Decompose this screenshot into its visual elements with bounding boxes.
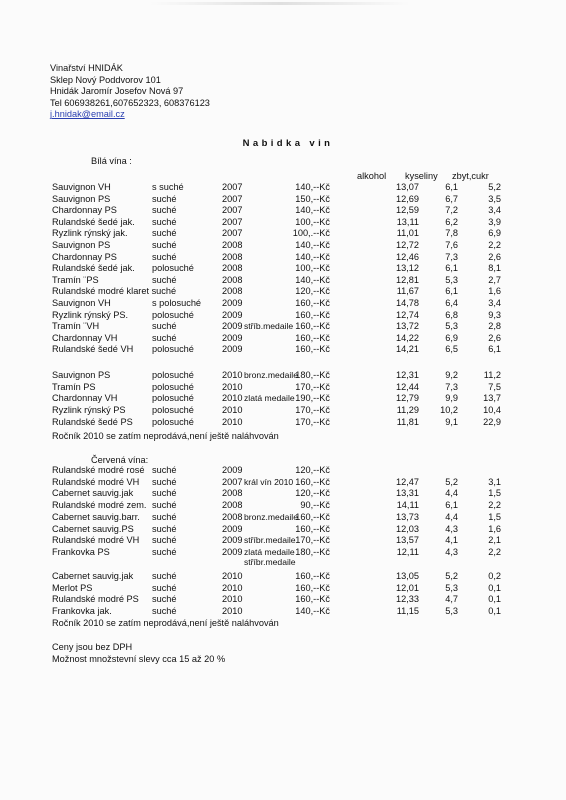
table-row — [0, 606, 566, 618]
wine-name: Merlot PS — [52, 582, 93, 593]
wine-sugar: 1,6 — [488, 286, 501, 297]
wine-quality: suché — [152, 511, 177, 522]
wine-alcohol: 13,07 — [396, 182, 419, 192]
wine-year: 2010 — [222, 571, 243, 581]
wine-price: 140,--Kč — [295, 251, 330, 262]
wine-price: 140,--Kč — [295, 606, 330, 617]
wine-year: 2007 — [222, 193, 243, 204]
wine-acids: 6,4 — [445, 298, 458, 308]
wine-acids: 4,3 — [445, 523, 458, 534]
table-row — [0, 524, 566, 536]
white-wines-heading: Bílá vína : — [91, 156, 132, 166]
wine-sugar: 2,2 — [488, 240, 501, 250]
wine-year: 2008 — [222, 500, 243, 511]
wine-name: Rulandské modré VH — [52, 476, 140, 487]
wine-quality: polosuché — [152, 381, 194, 392]
wine-quality: suché — [152, 476, 177, 487]
wine-quality: polosuché — [152, 370, 194, 380]
wine-year: 2008 — [222, 488, 243, 499]
wine-name: Frankovka PS — [52, 546, 110, 557]
table-row — [0, 465, 566, 477]
wine-name: Chardonnay VH — [52, 393, 118, 404]
wine-year: 2009 — [222, 535, 243, 546]
wine-price: 160,--Kč — [295, 582, 330, 593]
wine-alcohol: 12,01 — [396, 582, 419, 593]
wine-name: Sauvignon PS — [52, 193, 111, 204]
wine-acids: 6,2 — [445, 216, 458, 227]
white-2010-note: Ročník 2010 se zatím neprodává,není ještě naláhvován — [52, 431, 279, 441]
wine-price: 180,--Kč — [295, 370, 330, 380]
wine-price: 90,--Kč — [300, 500, 330, 511]
wine-acids: 6,1 — [445, 182, 458, 192]
wine-name: Cabernet sauvig.barr. — [52, 511, 140, 522]
table-row — [0, 344, 566, 356]
wine-medal: bronz.medaile — [244, 370, 298, 380]
wine-acids: 9,1 — [445, 416, 458, 427]
table-row — [0, 252, 566, 264]
wine-acids: 6,5 — [445, 344, 458, 355]
wine-name: Cabernet sauvig.PS — [52, 523, 134, 534]
wine-alcohol: 12,69 — [396, 193, 419, 204]
wine-alcohol: 14,21 — [396, 344, 419, 355]
table-row — [0, 393, 566, 405]
wine-year: 2010 — [222, 582, 243, 593]
table-row — [0, 477, 566, 489]
wine-price: 120,--Kč — [295, 465, 330, 475]
wine-name: Rulandské šedé PS — [52, 416, 133, 427]
vat-note: Ceny jsou bez DPH — [52, 642, 133, 652]
wine-quality: polosuché — [152, 309, 194, 320]
wine-price: 140,--Kč — [295, 240, 330, 250]
wine-name: Rulandské modré VH — [52, 535, 140, 546]
wine-sugar: 7,5 — [488, 381, 501, 392]
wine-name: Ryzlink rýnský PS — [52, 405, 126, 416]
wine-sugar: 0,1 — [488, 594, 501, 605]
wine-year: 2008 — [222, 286, 243, 297]
wine-year: 2008 — [222, 251, 243, 262]
wine-sugar: 2,6 — [488, 251, 501, 262]
wine-quality: suché — [152, 465, 177, 475]
table-row — [0, 217, 566, 229]
wine-acids: 4,3 — [445, 546, 458, 557]
phone-line: Tel 606938261,607652323, 608376123 — [50, 97, 210, 108]
wine-quality: suché — [152, 274, 177, 285]
wine-name: Rulandské šedé jak. — [52, 216, 135, 227]
wine-sugar: 2,1 — [488, 535, 501, 546]
wine-name: Ryzlink rýnský PS. — [52, 309, 129, 320]
wine-alcohol: 13,11 — [396, 216, 419, 227]
wine-year: 2009 — [222, 298, 243, 308]
wine-price: 150,--Kč — [295, 193, 330, 204]
wine-year: 2010 — [222, 594, 243, 605]
wine-acids: 6,7 — [445, 193, 458, 204]
wine-sugar: 0,1 — [488, 606, 501, 617]
wine-quality: polosuché — [152, 416, 194, 427]
wine-quality: s suché — [152, 182, 184, 192]
table-row — [0, 182, 566, 194]
wine-price: 140,--Kč — [295, 274, 330, 285]
wine-quality: suché — [152, 251, 177, 262]
wine-quality: polosuché — [152, 393, 194, 404]
address-line-1: Sklep Nový Poddvorov 101 — [50, 74, 161, 85]
sugar-header: zbyt,cukr — [452, 171, 489, 181]
wine-year: 2009 — [222, 332, 243, 343]
wine-sugar: 1,5 — [488, 488, 501, 499]
wine-acids: 7,6 — [445, 240, 458, 250]
table-row — [0, 228, 566, 240]
wine-acids: 7,8 — [445, 228, 458, 239]
wine-medal: stříbr.medaile — [244, 535, 296, 546]
wine-alcohol: 13,12 — [396, 263, 419, 274]
table-row — [0, 417, 566, 429]
wine-alcohol: 12,46 — [396, 251, 419, 262]
wine-quality: suché — [152, 216, 177, 227]
footer-notes — [52, 642, 225, 665]
wine-medal: král vín 2010 — [244, 476, 294, 487]
wine-alcohol: 12,59 — [396, 205, 419, 216]
wine-price: 160,--Kč — [295, 309, 330, 320]
wine-acids: 5,2 — [445, 476, 458, 487]
wine-sugar: 2,8 — [488, 321, 501, 332]
address-line-2: Hnidák Jaromír Josefov Nová 97 — [50, 86, 184, 97]
wine-year: 2007 — [222, 182, 243, 192]
wine-year: 2007 — [222, 228, 243, 239]
wine-alcohol: 13,31 — [396, 488, 419, 499]
wine-price: 170,--Kč — [295, 381, 330, 392]
wine-acids: 4,7 — [445, 594, 458, 605]
wine-price: 100,--Kč — [295, 263, 330, 274]
wine-sugar: 6,1 — [488, 344, 501, 355]
wine-price: 180,--Kč — [295, 546, 330, 557]
wine-name: Rulandské modré zem. — [52, 500, 147, 511]
wine-acids: 4,4 — [445, 511, 458, 522]
wine-name: Frankovka jak. — [52, 606, 112, 617]
wine-quality: suché — [152, 228, 177, 239]
wine-acids: 6,1 — [445, 500, 458, 511]
wine-name: Sauvignon VH — [52, 298, 111, 308]
wine-quality: suché — [152, 546, 177, 557]
wine-sugar: 3,4 — [488, 298, 501, 308]
wine-sugar: 3,1 — [488, 476, 501, 487]
table-row — [0, 535, 566, 547]
wine-year: 2007 — [222, 216, 243, 227]
wine-alcohol: 11,67 — [396, 286, 419, 297]
wine-acids: 4,1 — [445, 535, 458, 546]
wine-quality: polosuché — [152, 344, 194, 355]
wine-quality: polosuché — [152, 263, 194, 274]
wine-medal: zlatá medaile — [244, 393, 295, 404]
wine-price: 140,--Kč — [295, 182, 330, 192]
wine-year: 2009 — [222, 344, 243, 355]
wine-acids: 6,9 — [445, 332, 458, 343]
table-row — [0, 263, 566, 275]
red-wines-heading: Červená vína: — [91, 455, 149, 465]
wine-quality: suché — [152, 523, 177, 534]
wine-name: Sauvignon PS — [52, 370, 111, 380]
wine-medal: bronz.medaile — [244, 511, 298, 522]
extra-medal: stříbr.medaile — [244, 557, 296, 567]
wine-alcohol: 12,03 — [396, 523, 419, 534]
table-row — [0, 333, 566, 345]
wine-medal: stříb.medaile — [244, 321, 294, 332]
wine-year: 2009 — [222, 309, 243, 320]
wine-year: 2008 — [222, 240, 243, 250]
wine-alcohol: 14,78 — [396, 298, 419, 308]
wine-quality: suché — [152, 594, 177, 605]
wine-price: 120,--Kč — [295, 286, 330, 297]
wine-alcohol: 12,44 — [396, 381, 419, 392]
wine-quality: suché — [152, 332, 177, 343]
wine-name: Rulandské šedé jak. — [52, 263, 135, 274]
wine-alcohol: 12,11 — [396, 546, 419, 557]
wine-price: 160,--Kč — [295, 476, 330, 487]
wine-price: 100,--Kč — [295, 216, 330, 227]
wine-acids: 6,1 — [445, 286, 458, 297]
table-row — [0, 571, 566, 583]
wine-sugar: 2,2 — [488, 500, 501, 511]
wine-alcohol: 13,05 — [396, 571, 419, 581]
wine-quality: suché — [152, 500, 177, 511]
wine-quality: suché — [152, 321, 177, 332]
wine-acids: 4,4 — [445, 488, 458, 499]
wine-quality: suché — [152, 205, 177, 216]
wine-acids: 10,2 — [440, 405, 458, 416]
wine-name: Tramín ¨VH — [52, 321, 100, 332]
wine-sugar: 1,5 — [488, 511, 501, 522]
wine-quality: suché — [152, 535, 177, 546]
wine-acids: 5,3 — [445, 582, 458, 593]
wine-price: 160,--Kč — [295, 571, 330, 581]
scan-artifact — [150, 2, 410, 5]
discount-note: Možnost množstevní slevy cca 15 až 20 % — [52, 653, 226, 664]
wine-sugar: 2,6 — [488, 332, 501, 343]
wine-year: 2008 — [222, 274, 243, 285]
wine-quality: suché — [152, 488, 177, 499]
wine-year: 2010 — [222, 370, 243, 380]
wine-price: 160,--Kč — [295, 298, 330, 308]
wine-acids: 9,2 — [445, 370, 458, 380]
wine-price: 160,--Kč — [295, 344, 330, 355]
wine-sugar: 5,2 — [488, 182, 501, 192]
wine-year: 2010 — [222, 393, 243, 404]
wine-quality: suché — [152, 193, 177, 204]
table-row — [0, 583, 566, 595]
company-name: Vinařství HNIDÁK — [50, 63, 123, 73]
table-row — [0, 382, 566, 394]
wine-year: 2010 — [222, 405, 243, 416]
wine-year: 2010 — [222, 606, 243, 617]
wine-name: Rulandské modré klaret suché — [52, 286, 177, 297]
wine-sugar: 3,4 — [488, 205, 501, 216]
wine-price: 120,--Kč — [295, 488, 330, 499]
letterhead — [50, 63, 210, 121]
wine-price: 190,--Kč — [295, 393, 330, 404]
wine-alcohol: 11,01 — [396, 228, 419, 239]
wine-acids: 5,3 — [445, 274, 458, 285]
table-row — [0, 298, 566, 310]
wine-alcohol: 12,47 — [396, 476, 419, 487]
red-2010-note: Ročník 2010 se zatím neprodává,není ještě naláhvován — [52, 618, 279, 628]
wine-sugar: 22,9 — [483, 416, 501, 427]
wine-quality: suché — [152, 582, 177, 593]
wine-alcohol: 12,31 — [396, 370, 419, 380]
red-extra-medal-row — [0, 557, 566, 569]
wine-sugar: 2,7 — [488, 274, 501, 285]
table-row — [0, 488, 566, 500]
wine-name: Rulandské šedé VH — [52, 344, 134, 355]
wine-quality: suché — [152, 571, 177, 581]
wine-price: 160,--Kč — [295, 523, 330, 534]
table-row — [0, 370, 566, 382]
wine-sugar: 3,9 — [488, 216, 501, 227]
wine-price: 170,--Kč — [295, 405, 330, 416]
wine-name: Tramín PS — [52, 381, 96, 392]
wine-acids: 5,2 — [445, 571, 458, 581]
table-row — [0, 240, 566, 252]
wine-sugar: 0,1 — [488, 582, 501, 593]
wine-price: 100,.--Kč — [292, 228, 330, 239]
wine-name: Tramín ¨PS — [52, 274, 99, 285]
wine-alcohol: 13,72 — [396, 321, 419, 332]
wine-price: 170,--Kč — [295, 535, 330, 546]
wine-year: 2010 — [222, 381, 243, 392]
table-row — [0, 275, 566, 287]
wine-alcohol: 12,72 — [396, 240, 419, 250]
wine-name: Rulandské modré PS — [52, 594, 139, 605]
wine-year: 2009 — [222, 546, 243, 557]
wine-alcohol: 12,81 — [396, 274, 419, 285]
wine-alcohol: 14,11 — [396, 500, 419, 511]
page-title: Nabidka vin — [242, 138, 334, 149]
wine-quality: suché — [152, 606, 177, 617]
wine-name: Chardonnay PS — [52, 251, 117, 262]
wine-name: Rulandské modré rosé — [52, 465, 145, 475]
wine-acids: 7,3 — [445, 381, 458, 392]
wine-sugar: 13,7 — [483, 393, 501, 404]
wine-quality: polosuché — [152, 405, 194, 416]
wine-medal: zlatá medaile — [244, 546, 295, 557]
wine-name: Cabernet sauvig.jak — [52, 571, 134, 581]
wine-year: 2007 — [222, 205, 243, 216]
wine-acids: 7,3 — [445, 251, 458, 262]
wine-acids: 6,8 — [445, 309, 458, 320]
wine-sugar: 0,2 — [488, 571, 501, 581]
table-row — [0, 205, 566, 217]
wine-price: 140,--Kč — [295, 205, 330, 216]
wine-price: 170,--Kč — [295, 416, 330, 427]
wine-year: 2010 — [222, 416, 243, 427]
wine-acids: 5,3 — [445, 321, 458, 332]
wine-alcohol: 11,81 — [396, 416, 419, 427]
table-row — [0, 512, 566, 524]
table-row — [0, 310, 566, 322]
wine-name: Sauvignon VH — [52, 182, 111, 192]
wine-alcohol: 14,22 — [396, 332, 419, 343]
table-row — [0, 405, 566, 417]
table-row — [0, 194, 566, 206]
wine-sugar: 10,4 — [483, 405, 501, 416]
wine-alcohol: 12,33 — [396, 594, 419, 605]
wine-alcohol: 13,57 — [396, 535, 419, 546]
wine-sugar: 1,6 — [488, 523, 501, 534]
wine-sugar: 11,2 — [483, 370, 501, 380]
wine-year: 2009 — [222, 465, 243, 475]
wine-price: 160,--Kč — [295, 594, 330, 605]
alcohol-header: alkohol — [357, 171, 387, 181]
wine-alcohol: 11,15 — [396, 606, 419, 617]
wine-name: Chardonnay VH — [52, 332, 118, 343]
wine-sugar: 8,1 — [488, 263, 501, 274]
wine-sugar: 6,9 — [488, 228, 501, 239]
wine-alcohol: 12,74 — [396, 309, 419, 320]
wine-price: 160,--Kč — [295, 321, 330, 332]
table-row — [0, 594, 566, 606]
wine-year: 2008 — [222, 263, 243, 274]
wine-acids: 9,9 — [445, 393, 458, 404]
wine-name: Cabernet sauvig.jak — [52, 488, 134, 499]
wine-name: Chardonnay PS — [52, 205, 117, 216]
wine-year: 2009 — [222, 321, 243, 332]
acids-header: kyseliny — [405, 171, 438, 181]
wine-quality: s polosuché — [152, 298, 202, 308]
wine-year: 2007 — [222, 476, 243, 487]
wine-sugar: 2,2 — [488, 546, 501, 557]
table-row — [0, 286, 566, 298]
table-row — [0, 500, 566, 512]
wine-acids: 5,3 — [445, 606, 458, 617]
wine-sugar: 3,5 — [488, 193, 501, 204]
wine-name: Sauvignon PS — [52, 240, 111, 250]
wine-price: 160,--Kč — [295, 332, 330, 343]
wine-price: 160,--Kč — [295, 511, 330, 522]
wine-alcohol: 13,73 — [396, 511, 419, 522]
wine-name: Ryzlink rýnský jak. — [52, 228, 128, 239]
wine-acids: 6,1 — [445, 263, 458, 274]
table-row — [0, 321, 566, 333]
email-link[interactable]: j.hnidak@email.cz — [50, 109, 125, 120]
wine-quality: suché — [152, 240, 177, 250]
wine-sugar: 9,3 — [488, 309, 501, 320]
wine-alcohol: 11,29 — [396, 405, 419, 416]
wine-acids: 7,2 — [445, 205, 458, 216]
wine-year: 2009 — [222, 523, 243, 534]
wine-year: 2008 — [222, 511, 243, 522]
wine-alcohol: 12,79 — [396, 393, 419, 404]
